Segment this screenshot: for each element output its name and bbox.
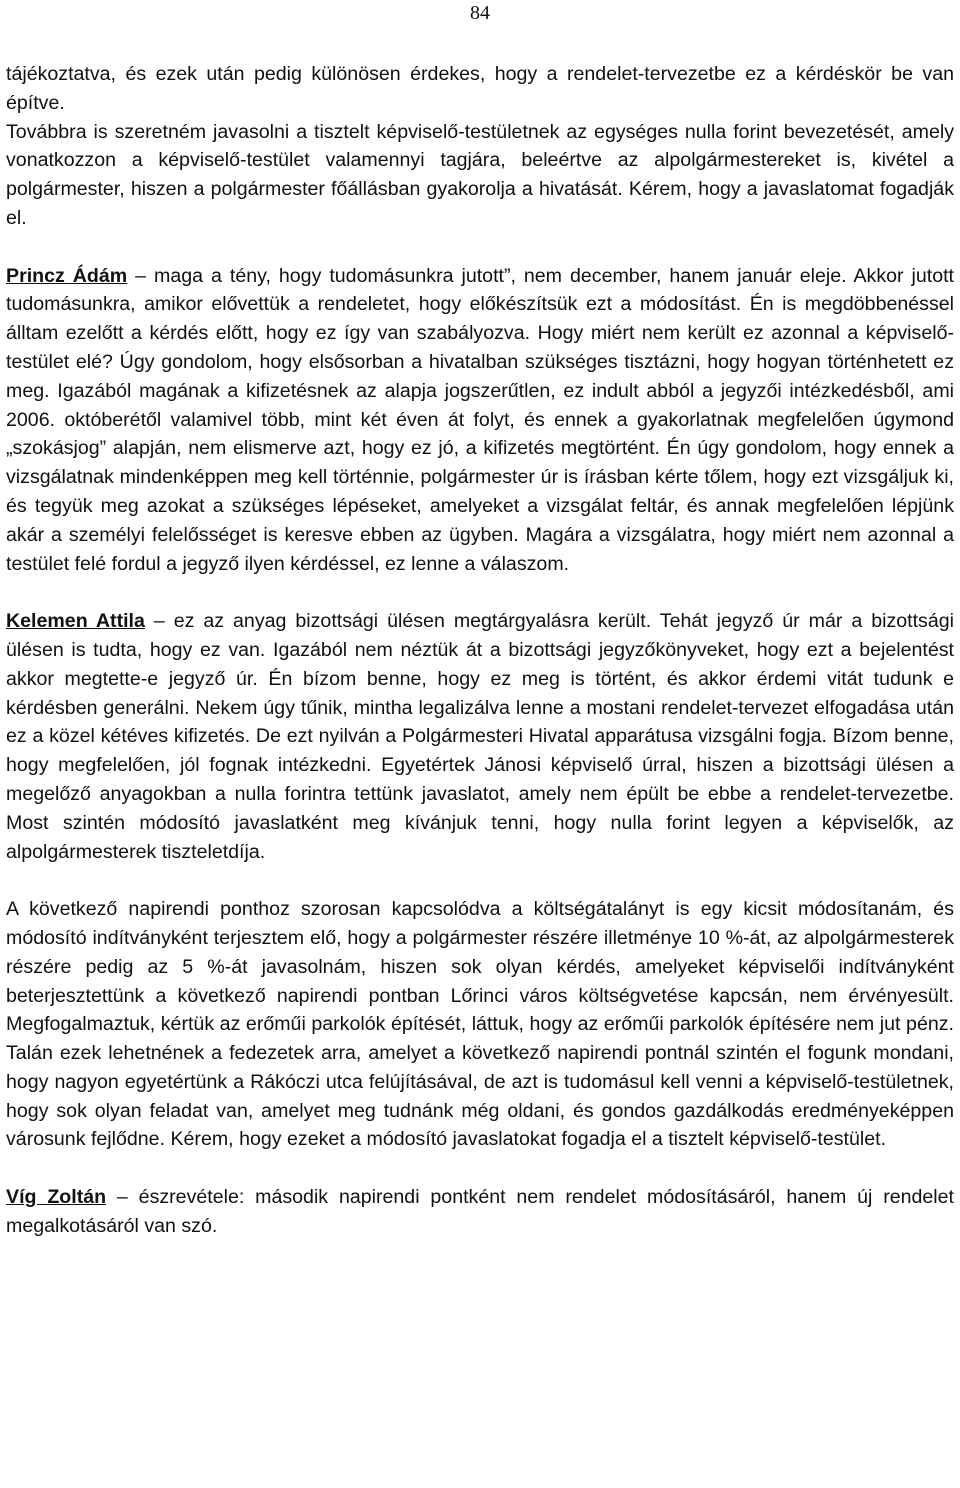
paragraph	[6, 895, 954, 1154]
paragraph	[6, 60, 954, 118]
paragraph-speaker-kelemen	[6, 607, 954, 866]
page-number: 84	[470, 2, 490, 24]
speaker-name: Princz Ádám	[6, 264, 128, 287]
paragraph-text: – ez az anyag bizottsági ülésen megtárgyalásra került. Tehát jegyző úr már a bizottsági ülésen is tudta, hogy ez van. Igazából nem néztük át a bizottsági jegyzőkönyveket, hogy ezt a bejelentést akkor megtette-e jegyző úr. Én bízom benne, hogy ez meg is történt, és akkor érdemi vitát tudunk e kérdésben generálni. Nekem úgy tűnik, mintha legalizálva lenne a mostani rendelet-tervezet elfogadása után ez a közel kétéves kifizetés. De ezt nyilván a Polgármesteri Hivatal apparátusa vizsgálni fogja. Bízom benne, hogy megfelelően, jól fognak intézkedni. Egyetértek Jánosi képviselő úrral, hiszen a bizottsági ülésen a megelőző anyagokban a nulla forintra tettünk javaslatot, amely nem épült be ebbe a rendelet-tervezetbe. Most szintén módosító javaslatként meg kívánjuk tenni, hogy nulla forint legyen a képviselők, az alpolgármesterek tiszteletdíja.	[6, 610, 954, 863]
paragraph-speaker-princz	[6, 262, 954, 579]
speaker-name: Víg Zoltán	[6, 1186, 107, 1209]
document-body	[6, 60, 954, 1241]
paragraph	[6, 118, 954, 233]
paragraph-text: Továbbra is szeretném javasolni a tisztelt képviselő-testületnek az egységes nulla forint bevezetését, amely vonatkozzon a képviselő-testület valamennyi tagjára, beleértve az alpolgármestereket is, kivétel a polgármester, hiszen a polgármester főállásban gyakorolja a hivatását. Kérem, hogy a javaslatomat fogadják el.	[6, 120, 954, 229]
speaker-name: Kelemen Attila	[6, 610, 145, 633]
paragraph-text: – észrevétele: második napirendi pontként nem rendelet módosításáról, hanem új rendelet megalkotásáról van szó.	[6, 1186, 954, 1237]
paragraph-text: A következő napirendi ponthoz szorosan kapcsolódva a költségátalányt is egy kicsit módosítanám, és módosító indítványként terjesztem elő, hogy a polgármester részére illetménye 10 %-át, az alpolgármesterek részére pedig az 5 %-át javasolnám, hiszen sok olyan kérdés, amelyeket képviselői indítványként beterjesztettünk a következő napirendi pontban Lőrinci város költségvetése kapcsán, nem érvényesült. Megfogalmaztuk, kértük az erőműi parkolók építését, láttuk, hogy az erőműi parkolók építésére nem jut pénz. Talán ezek lehetnének a fedezetek arra, amelyet a következő napirendi pontnál szintén el fogunk mondani, hogy nagyon egyetértünk a Rákóczi utca felújításával, de azt is tudomásul kell venni a képviselő-testületnek, hogy sok olyan feladat van, amelyet meg tudnánk még oldani, és gondos gazdálkodás eredményeképpen városunk fejlődne. Kérem, hogy ezeket a módosító javaslatokat fogadja el a tisztelt képviselő-testület.	[6, 898, 954, 1151]
paragraph-text: – maga a tény, hogy tudomásunkra jutott”, nem december, hanem január eleje. Akkor jutott tudomásunkra, amikor elővettük a rendeletet, hogy előkészítsük ezt a módosítást. Én is megdöbbenéssel álltam ezelőtt a kérdés előtt, hogy ez így van szabályozva. Hogy miért nem került ez azonnal a képviselő-testület elé? Úgy gondolom, hogy elsősorban a hivatalban szükséges tisztázni, hogy hogyan történhetett ez meg. Igazából magának a kifizetésnek az alapja jogszerűtlen, ez indult abból a jegyzői intézkedésből, ami 2006. októberétől valamivel több, mint két éven át folyt, és ennek a gyakorlatnak megfelelően úgymond „szokásjog” alapján, nem elismerve azt, hogy ez jó, a kifizetés megtörtént. Én úgy gondolom, hogy ennek a vizsgálatnak mindenképpen meg kell történnie, polgármester úr is írásban kérte tőlem, hogy ezt vizsgáljuk ki, és tegyük meg azokat a szükséges lépéseket, amelyeket a vizsgálat feltár, és annak megfelelően lépjünk akár a személyi felelősséget is keresve ebben az ügyben. Magára a vizsgálatra, hogy miért nem azonnal a testület felé fordul a jegyző ilyen kérdéssel, ez lenne a válaszom.	[6, 264, 955, 575]
paragraph-text: tájékoztatva, és ezek után pedig különösen érdekes, hogy a rendelet-tervezetbe ez a kérdéskör be van építve.	[6, 63, 954, 114]
paragraph-speaker-vig	[6, 1183, 954, 1241]
